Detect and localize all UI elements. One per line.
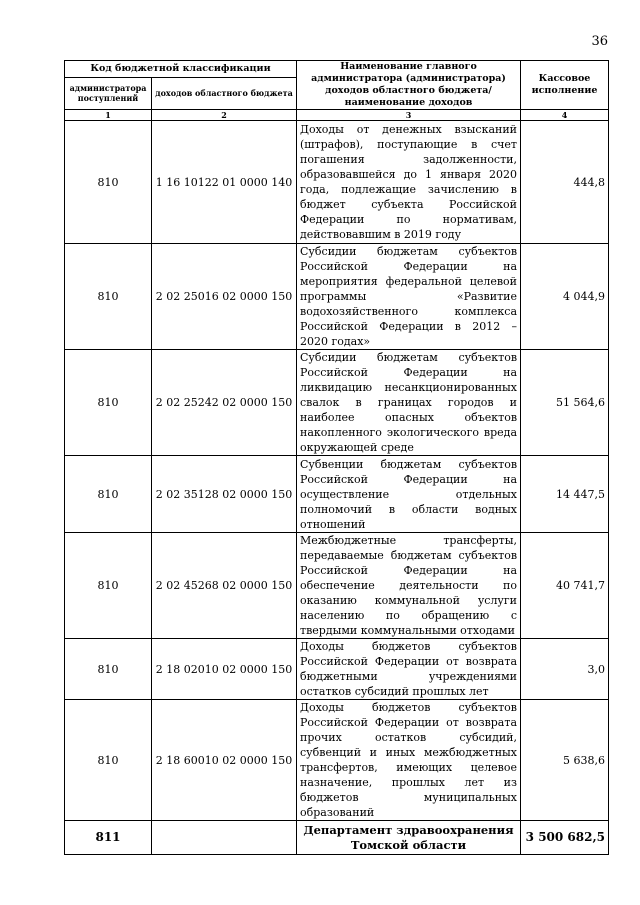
header-num-3: 3 [297, 110, 521, 121]
row-description: Доходы бюджетов субъектов Российской Федерации от возврата прочих остатков субсидий, субвенций и иных межбюджетных трансфертов, имеющих целевое назначение, прошлых лет из бюджетов муниципальных образований [297, 700, 521, 821]
row-amount: 444,8 [521, 121, 609, 244]
row-admin-code: 810 [65, 350, 152, 456]
table-row-department [65, 821, 609, 855]
department-admin-code: 811 [65, 821, 152, 855]
row-description: Субсидии бюджетам субъектов Российской Федерации на ликвидацию несанкционированных свалок в границах городов и наиболее опасных объектов накопленного экологического вреда окружающей среде [297, 350, 521, 456]
page-number: 36 [591, 34, 608, 49]
row-admin-code: 810 [65, 639, 152, 700]
row-admin-code: 810 [65, 121, 152, 244]
row-income-code: 2 18 60010 02 0000 150 [152, 700, 297, 821]
row-income-code: 2 02 45268 02 0000 150 [152, 533, 297, 639]
row-income-code: 2 18 02010 02 0000 150 [152, 639, 297, 700]
header-num-4: 4 [521, 110, 609, 121]
row-amount: 40 741,7 [521, 533, 609, 639]
table-row [65, 456, 609, 533]
header-num-1: 1 [65, 110, 152, 121]
header-classification-code: Код бюджетной классификации [65, 61, 297, 78]
header-row-group [65, 61, 609, 78]
row-amount: 4 044,9 [521, 244, 609, 350]
table-row [65, 121, 609, 244]
row-amount: 14 447,5 [521, 456, 609, 533]
row-admin-code: 810 [65, 700, 152, 821]
row-admin-code: 810 [65, 244, 152, 350]
row-income-code: 1 16 10122 01 0000 140 [152, 121, 297, 244]
department-name: Департамент здравоохранения Томской области [297, 821, 521, 855]
row-description: Межбюджетные трансферты, передаваемые бюджетам субъектов Российской Федерации на обеспечение деятельности по оказанию коммунальной услуги населению по обращению с твердыми коммунальными отходами [297, 533, 521, 639]
row-amount: 5 638,6 [521, 700, 609, 821]
row-description: Доходы бюджетов субъектов Российской Федерации от возврата бюджетными учреждениями остатков субсидий прошлых лет [297, 639, 521, 700]
header-income-code: доходов областного бюджета [152, 77, 297, 109]
row-description: Субсидии бюджетам субъектов Российской Федерации на мероприятия федеральной целевой программы «Развитие водохозяйственного комплекса Российской Федерации в 2012 – 2020 годах» [297, 244, 521, 350]
row-description: Доходы от денежных взысканий (штрафов), поступающие в счет погашения задолженности, образовавшейся до 1 января 2020 года, подлежащие зачислению в бюджет субъекта Российской Федерации по нормативам, действовавшим в 2019 году [297, 121, 521, 244]
row-income-code: 2 02 25242 02 0000 150 [152, 350, 297, 456]
row-description: Субвенции бюджетам субъектов Российской Федерации на осуществление отдельных полномочий в области водных отношений [297, 456, 521, 533]
department-income-code [152, 821, 297, 855]
header-admin: администратора поступлений [65, 77, 152, 109]
row-income-code: 2 02 25016 02 0000 150 [152, 244, 297, 350]
table-row [65, 700, 609, 821]
table-row [65, 350, 609, 456]
table-row [65, 639, 609, 700]
row-admin-code: 810 [65, 456, 152, 533]
row-admin-code: 810 [65, 533, 152, 639]
row-amount: 51 564,6 [521, 350, 609, 456]
header-num-2: 2 [152, 110, 297, 121]
header-amount: Кассовое исполнение [521, 61, 609, 110]
header-name: Наименование главного администратора (администратора) доходов областного бюджета/ наименование доходов [297, 61, 521, 110]
table-row [65, 244, 609, 350]
row-income-code: 2 02 35128 02 0000 150 [152, 456, 297, 533]
table-row [65, 533, 609, 639]
department-amount: 3 500 682,5 [521, 821, 609, 855]
header-row-numbers [65, 110, 609, 121]
row-amount: 3,0 [521, 639, 609, 700]
budget-income-table [64, 60, 609, 855]
